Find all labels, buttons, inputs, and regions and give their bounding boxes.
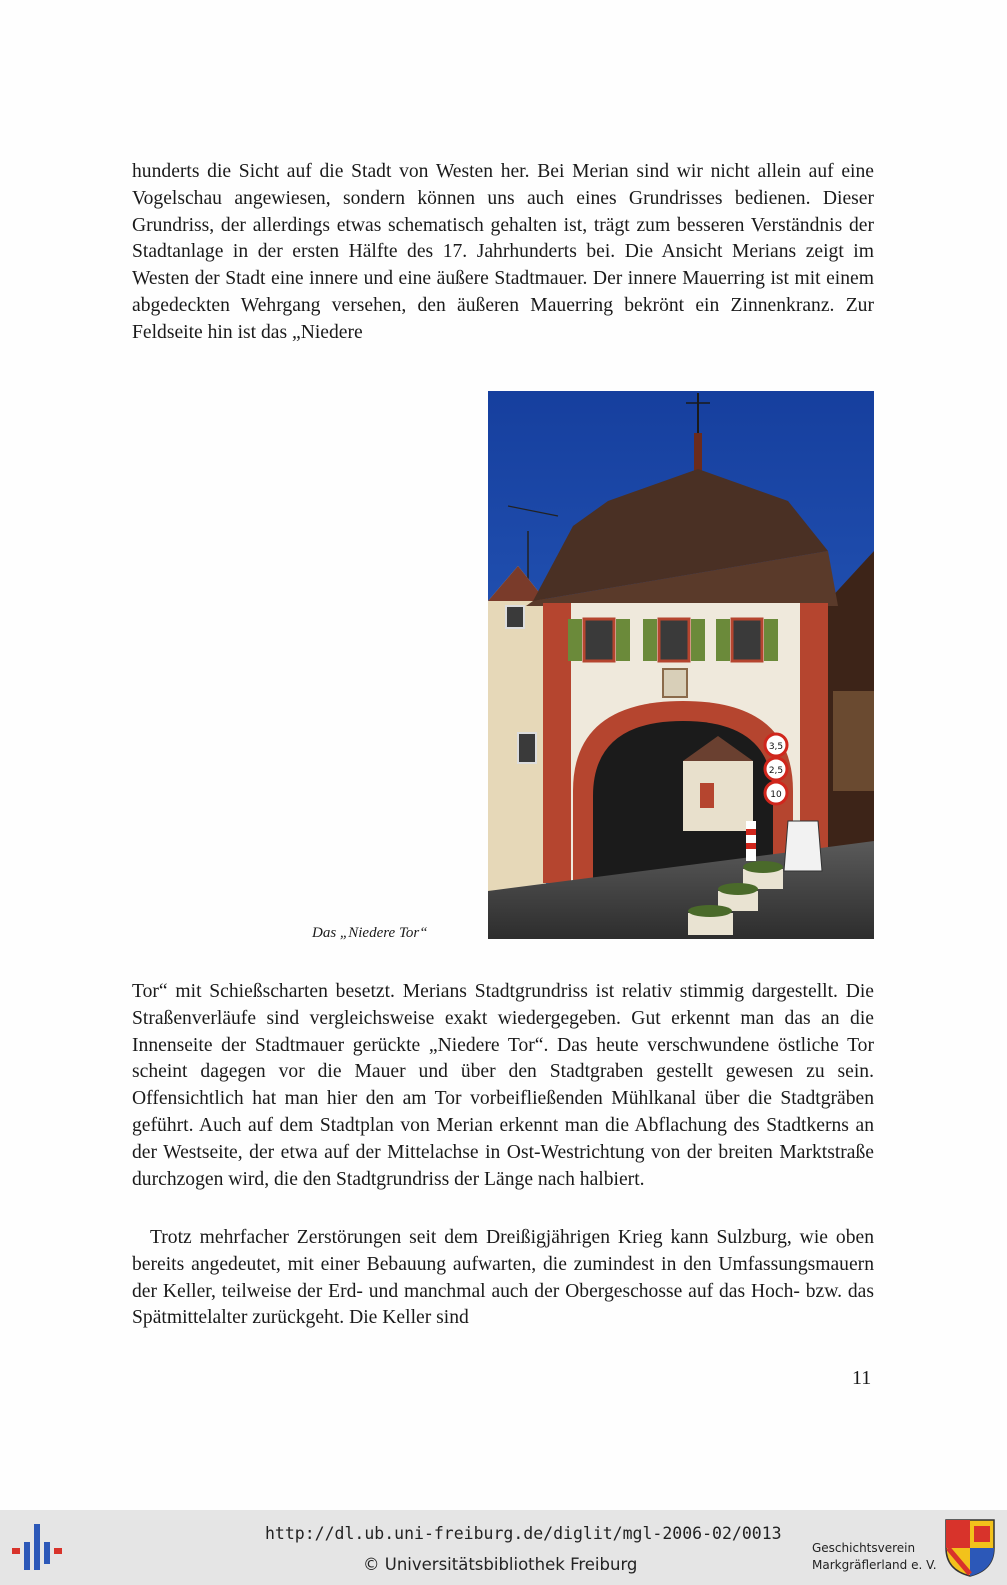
society-line-2: Markgräflerland e. V. [812, 1558, 937, 1572]
footer-bar [0, 1510, 1007, 1585]
figure-caption: Das „Niedere Tor“ [312, 925, 428, 941]
body-paragraph-2: Tor“ mit Schießscharten besetzt. Merians Stadtgrundriss ist relativ stimmig dargestellt. Die Straßenverläufe sind vergleichsweise exakt wiedergegeben. Gut erkennt man das an die Innenseite der Stadtmauer gerückte „Niedere Tor“. Das heute verschwundene östliche Tor scheint dagegen vor die Mauer und über den Stadtgraben gestellt gewesen zu sein. Offensichtlich hat man hier den am Tor vorbeifließenden Mühlkanal über die Stadtgräben geführt. Auch auf dem Stadtplan von Merian erkennt man die Abflachung des Stadtkerns an der Westseite, der etwa auf der Mittelachse in Ost-Westrichtung von der breiten Marktstraße durchzogen wird, die den Stadtgrundriss der Länge nach halbiert. [132, 981, 874, 1190]
copyright-text: © Universitätsbibliothek Freiburg [363, 1555, 638, 1574]
body-paragraph-3: Trotz mehrfacher Zerstörungen seit dem Dreißigjährigen Krieg kann Sulzburg, wie oben bereits angedeutet, mit einer Bebauung aufwarten, die zumindest in den Umfassungsmauern der Keller, teilweise der Erd- und manchmal auch der Obergeschosse auf das Hoch- bzw. das Spätmittelalter zurückgeht. Die Keller sind [132, 1227, 874, 1329]
permalink-link[interactable]: http://dl.ub.uni-freiburg.de/diglit/mgl-2006-02/0013 [265, 1524, 782, 1543]
society-name [812, 1540, 937, 1574]
page-number: 11 [852, 1367, 872, 1389]
svg-text:10: 10 [770, 790, 782, 800]
niedere-tor-photo [488, 391, 874, 939]
svg-text:3,5: 3,5 [768, 742, 784, 752]
library-logo-icon [12, 1524, 62, 1574]
body-paragraph-1: hunderts die Sicht auf die Stadt von Westen her. Bei Merian sind wir nicht allein auf eine Vogelschau angewiesen, sondern können uns auch eines Grundrisses bedienen. Dieser Grundriss, der allerdings etwas schematisch gehalten ist, trägt zum besseren Verständnis der Stadtanlage in der ersten Hälfte des 17. Jahrhunderts bei. Die Ansicht Merians zeigt im Westen der Stadt eine innere und eine äußere Stadtmauer. Der innere Mauerring ist mit einem abgedeckten Wehrgang versehen, den äußeren Mauerring bekrönt ein Zinnenkranz. Zur Feldseite hin ist das „Niedere [132, 161, 874, 343]
coat-of-arms-icon [944, 1518, 996, 1582]
society-line-1: Geschichtsverein [812, 1541, 916, 1555]
svg-text:2,5: 2,5 [768, 766, 784, 776]
